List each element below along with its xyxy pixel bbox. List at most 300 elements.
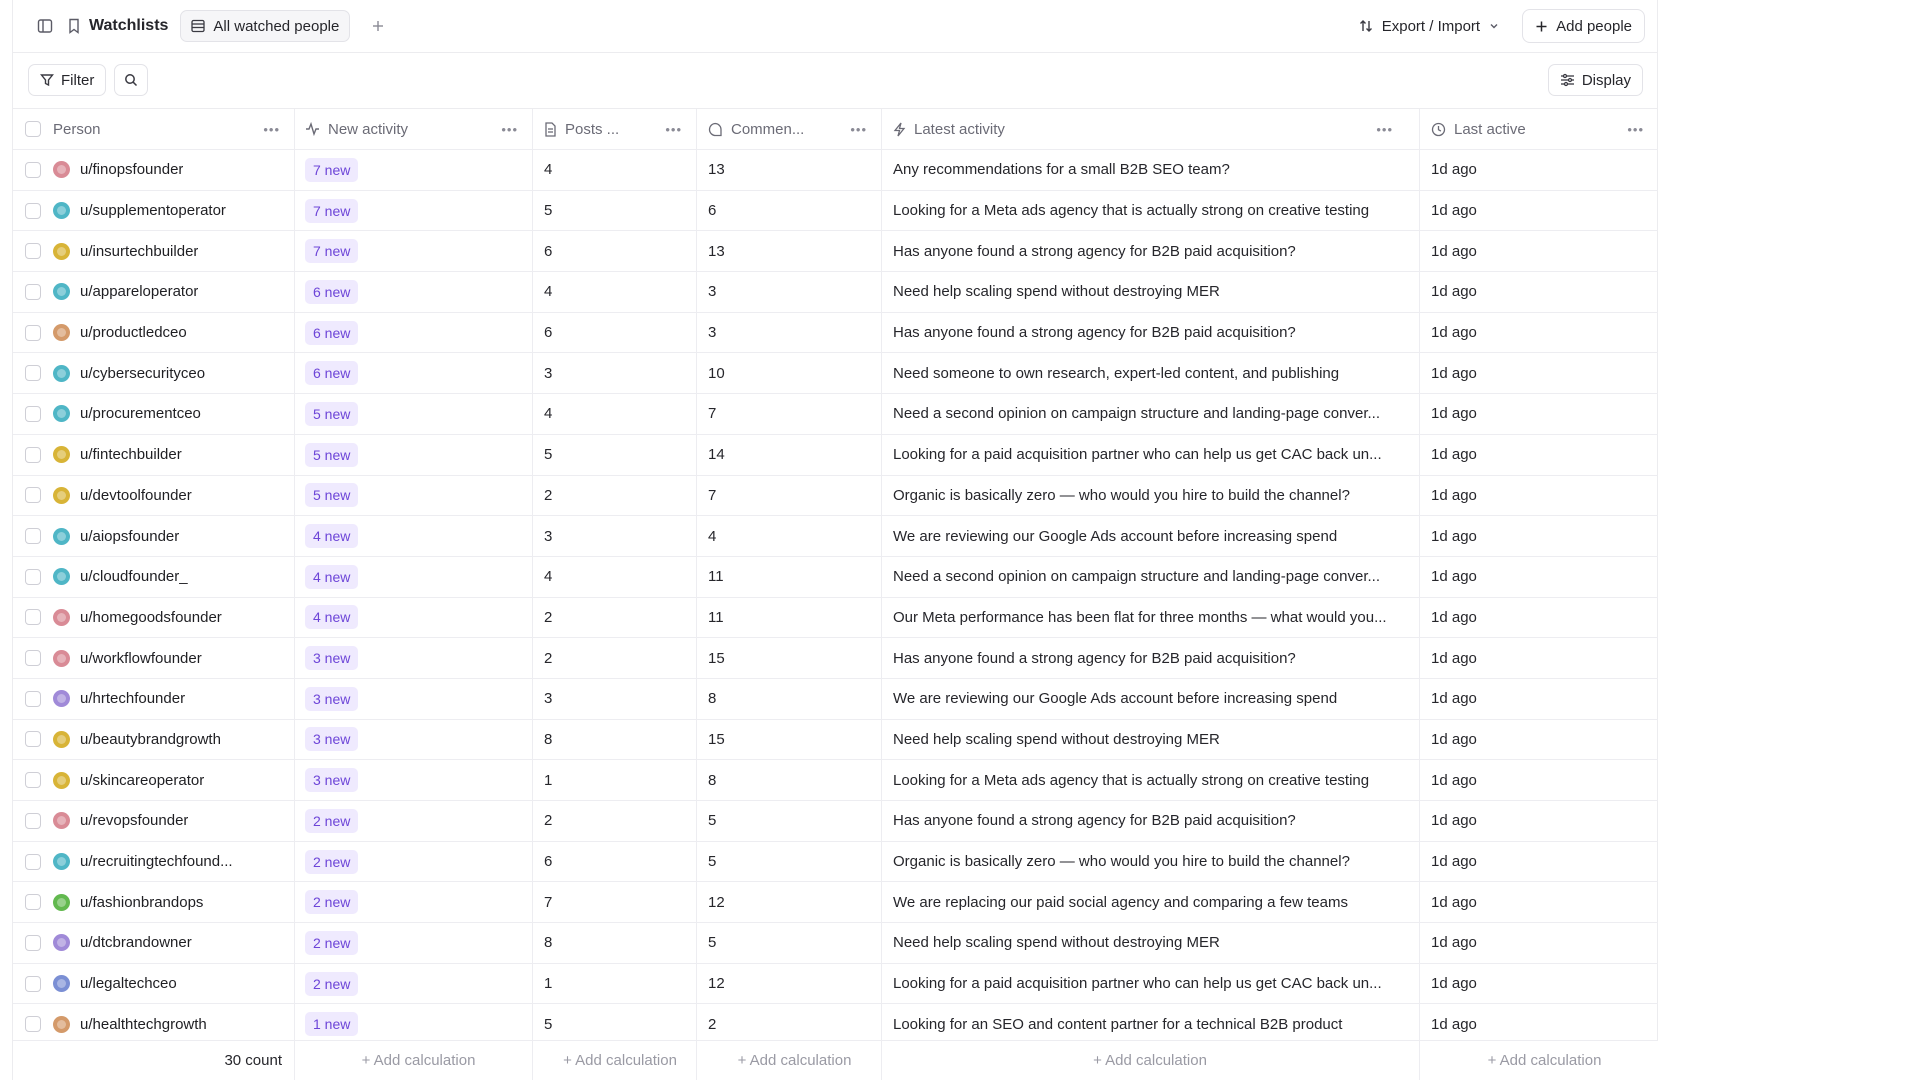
comments-cell: 13 xyxy=(697,231,882,271)
person-name[interactable]: u/skincareoperator xyxy=(80,771,205,789)
table-row[interactable] xyxy=(13,923,1658,964)
posts-cell: 7 xyxy=(533,882,697,922)
row-checkbox[interactable] xyxy=(25,935,41,951)
person-name[interactable]: u/fashionbrandops xyxy=(80,893,204,911)
latest-activity-cell[interactable] xyxy=(882,191,1420,231)
top-bar-right xyxy=(1350,9,1645,43)
last-active-cell: 1d ago xyxy=(1431,649,1477,667)
last-active-cell: 1d ago xyxy=(1431,446,1477,464)
row-checkbox[interactable] xyxy=(25,569,41,585)
person-cell[interactable] xyxy=(13,1004,295,1044)
posts-cell: 5 xyxy=(533,191,697,231)
table-row[interactable] xyxy=(13,313,1658,354)
table-row[interactable] xyxy=(13,353,1658,394)
comments-cell: 6 xyxy=(697,191,882,231)
column-posts[interactable] xyxy=(533,109,697,149)
latest-activity-text[interactable]: We are reviewing our Google Ads account before increasing spend xyxy=(893,690,1338,708)
sidebar-toggle-icon[interactable] xyxy=(31,12,59,40)
new-activity-cell xyxy=(295,516,533,556)
new-activity-cell xyxy=(295,801,533,841)
posts-cell: 3 xyxy=(533,679,697,719)
person-name[interactable]: u/devtoolfounder xyxy=(80,486,192,504)
latest-activity-text[interactable]: Need help scaling spend without destroying MER xyxy=(893,934,1220,952)
avatar xyxy=(53,975,70,992)
new-activity-cell xyxy=(295,842,533,882)
person-cell[interactable] xyxy=(13,720,295,760)
new-activity-badge: 5 new xyxy=(305,402,358,426)
new-activity-badge: 2 new xyxy=(305,850,358,874)
new-activity-cell xyxy=(295,598,533,638)
new-activity-cell xyxy=(295,882,533,922)
row-checkbox[interactable] xyxy=(25,894,41,910)
table-view-icon xyxy=(191,19,205,33)
latest-activity-cell[interactable] xyxy=(882,313,1420,353)
table-row[interactable] xyxy=(13,272,1658,313)
table-row[interactable] xyxy=(13,557,1658,598)
column-posts-label: Posts ... xyxy=(565,120,620,138)
add-calculation-button[interactable]: + Add calculation xyxy=(295,1041,533,1080)
avatar xyxy=(53,161,70,178)
latest-activity-cell[interactable] xyxy=(882,516,1420,556)
table-row[interactable] xyxy=(13,679,1658,720)
latest-activity-text[interactable]: Has anyone found a strong agency for B2B paid acquisition? xyxy=(893,324,1296,342)
person-cell[interactable] xyxy=(13,801,295,841)
column-new-activity[interactable] xyxy=(295,109,533,149)
table-row[interactable] xyxy=(13,964,1658,1005)
column-menu-icon[interactable]: ••• xyxy=(501,121,518,137)
new-activity-cell xyxy=(295,150,533,190)
breadcrumb-label: Watchlists xyxy=(89,17,169,34)
person-cell[interactable] xyxy=(13,882,295,922)
new-activity-cell xyxy=(295,394,533,434)
avatar xyxy=(53,487,70,504)
latest-activity-cell[interactable] xyxy=(882,842,1420,882)
bookmark-icon xyxy=(67,18,81,34)
posts-cell: 5 xyxy=(533,435,697,475)
comment-bubble-icon xyxy=(708,122,723,137)
new-activity-badge: 3 new xyxy=(305,768,358,792)
new-activity-cell xyxy=(295,1004,533,1044)
row-checkbox[interactable] xyxy=(25,406,41,422)
table-row[interactable] xyxy=(13,598,1658,639)
tab-all-watched-people[interactable] xyxy=(180,10,350,42)
latest-activity-cell[interactable] xyxy=(882,435,1420,475)
column-new-activity-header xyxy=(305,121,501,138)
row-checkbox[interactable] xyxy=(25,243,41,259)
person-name[interactable]: u/homegoodsfounder xyxy=(80,608,222,626)
comments-cell: 3 xyxy=(697,313,882,353)
person-name[interactable]: u/workflowfounder xyxy=(80,649,202,667)
new-activity-badge: 7 new xyxy=(305,199,358,223)
avatar xyxy=(53,853,70,870)
avatar xyxy=(53,772,70,789)
latest-activity-text[interactable]: We are replacing our paid social agency and comparing a few teams xyxy=(893,893,1348,911)
comments-cell: 12 xyxy=(697,882,882,922)
last-active-cell: 1d ago xyxy=(1431,364,1477,382)
latest-activity-text[interactable]: Has anyone found a strong agency for B2B paid acquisition? xyxy=(893,649,1296,667)
posts-cell: 8 xyxy=(533,720,697,760)
add-calculation-button[interactable]: + Add calculation xyxy=(1487,1052,1602,1069)
row-checkbox[interactable] xyxy=(25,284,41,300)
latest-activity-text[interactable]: Looking for a paid acquisition partner who can help us get CAC back un... xyxy=(893,446,1382,464)
comments-cell: 7 xyxy=(697,394,882,434)
avatar xyxy=(53,446,70,463)
posts-cell: 6 xyxy=(533,842,697,882)
new-activity-cell xyxy=(295,679,533,719)
person-cell[interactable] xyxy=(13,150,295,190)
posts-cell: 5 xyxy=(533,1004,697,1044)
person-name[interactable]: u/cybersecurityceo xyxy=(80,364,206,382)
person-name[interactable]: u/cloudfounder_ xyxy=(80,568,188,586)
add-calculation-button[interactable]: + Add calculation xyxy=(533,1041,697,1080)
latest-activity-text[interactable]: Organic is basically zero — who would you hire to build the channel? xyxy=(893,853,1350,871)
new-activity-cell xyxy=(295,923,533,963)
row-count: 30 count xyxy=(13,1041,295,1080)
comments-cell: 15 xyxy=(697,720,882,760)
avatar xyxy=(53,609,70,626)
person-name[interactable]: u/beautybrandgrowth xyxy=(80,730,221,748)
new-activity-cell xyxy=(295,557,533,597)
display-label: Display xyxy=(1581,71,1631,89)
row-checkbox[interactable] xyxy=(25,976,41,992)
person-cell[interactable] xyxy=(13,516,295,556)
table-row[interactable] xyxy=(13,516,1658,557)
person-name[interactable]: u/aiopsfounder xyxy=(80,527,180,545)
person-name[interactable]: u/supplementoperator xyxy=(80,202,226,220)
latest-activity-cell[interactable] xyxy=(882,801,1420,841)
person-name[interactable]: u/insurtechbuilder xyxy=(80,242,199,260)
comments-cell: 10 xyxy=(697,353,882,393)
new-activity-badge: 4 new xyxy=(305,524,358,548)
comments-cell: 5 xyxy=(697,923,882,963)
person-cell[interactable] xyxy=(13,923,295,963)
new-activity-cell xyxy=(295,638,533,678)
last-active-cell: 1d ago xyxy=(1431,608,1477,626)
last-active-cell: 1d ago xyxy=(1431,690,1477,708)
latest-activity-text[interactable]: Organic is basically zero — who would you hire to build the channel? xyxy=(893,486,1350,504)
person-cell[interactable] xyxy=(13,435,295,475)
column-new-activity-label: New activity xyxy=(328,120,409,138)
avatar xyxy=(53,568,70,585)
table-row[interactable] xyxy=(13,638,1658,679)
person-name[interactable]: u/recruitingtechfound... xyxy=(80,853,233,871)
comments-cell: 2 xyxy=(697,1004,882,1044)
person-cell[interactable] xyxy=(13,557,295,597)
avatar xyxy=(53,405,70,422)
latest-activity-text[interactable]: Looking for an SEO and content partner for a technical B2B product xyxy=(893,1015,1343,1033)
posts-cell: 1 xyxy=(533,964,697,1004)
posts-cell: 4 xyxy=(533,272,697,312)
person-cell[interactable] xyxy=(13,191,295,231)
latest-activity-cell[interactable] xyxy=(882,353,1420,393)
person-name[interactable]: u/legaltechceo xyxy=(80,975,177,993)
latest-activity-text[interactable]: Need someone to own research, expert-led content, and publishing xyxy=(893,364,1340,382)
comments-cell: 5 xyxy=(697,801,882,841)
last-active-cell: 1d ago xyxy=(1431,324,1477,342)
last-active-cell: 1d ago xyxy=(1431,242,1477,260)
table-row[interactable] xyxy=(13,231,1658,272)
sort-arrows-icon xyxy=(1358,18,1374,34)
latest-activity-cell[interactable] xyxy=(882,964,1420,1004)
posts-cell: 6 xyxy=(533,231,697,271)
person-cell[interactable] xyxy=(13,679,295,719)
last-active-cell: 1d ago xyxy=(1431,486,1477,504)
avatar xyxy=(53,243,70,260)
row-checkbox[interactable] xyxy=(25,528,41,544)
latest-activity-text[interactable]: Looking for a Meta ads agency that is actually strong on creative testing xyxy=(893,771,1370,789)
comments-cell: 8 xyxy=(697,760,882,800)
new-activity-badge: 2 new xyxy=(305,972,358,996)
person-name[interactable]: u/appareloperator xyxy=(80,283,199,301)
posts-cell: 2 xyxy=(533,638,697,678)
row-checkbox[interactable] xyxy=(25,650,41,666)
person-name[interactable]: u/revopsfounder xyxy=(80,812,189,830)
person-cell[interactable] xyxy=(13,842,295,882)
column-last-active-label: Last active xyxy=(1454,120,1526,138)
latest-activity-text[interactable]: Our Meta performance has been flat for three months — what would you... xyxy=(893,608,1387,626)
table-row[interactable] xyxy=(13,882,1658,923)
column-person-label: Person xyxy=(53,120,101,138)
filter-icon xyxy=(40,73,54,87)
latest-activity-cell[interactable] xyxy=(882,679,1420,719)
new-activity-badge: 1 new xyxy=(305,1012,358,1036)
breadcrumb[interactable] xyxy=(63,17,176,35)
latest-activity-cell[interactable] xyxy=(882,760,1420,800)
latest-activity-text[interactable]: Looking for a Meta ads agency that is actually strong on creative testing xyxy=(893,202,1370,220)
column-menu-icon[interactable]: ••• xyxy=(263,121,280,137)
table-body xyxy=(13,150,1658,1045)
row-checkbox[interactable] xyxy=(25,609,41,625)
person-name[interactable]: u/finopsfounder xyxy=(80,161,184,179)
last-active-cell: 1d ago xyxy=(1431,730,1477,748)
document-icon xyxy=(544,122,557,137)
filter-bar xyxy=(13,53,1657,107)
row-checkbox[interactable] xyxy=(25,447,41,463)
latest-activity-cell[interactable] xyxy=(882,557,1420,597)
row-checkbox[interactable] xyxy=(25,162,41,178)
new-activity-badge: 6 new xyxy=(305,321,358,345)
table-row[interactable] xyxy=(13,150,1658,191)
column-person[interactable] xyxy=(13,109,295,149)
person-cell[interactable] xyxy=(13,313,295,353)
last-active-cell: 1d ago xyxy=(1431,202,1477,220)
avatar xyxy=(53,324,70,341)
posts-cell: 6 xyxy=(533,313,697,353)
person-name[interactable]: u/hrtechfounder xyxy=(80,690,186,708)
row-checkbox[interactable] xyxy=(25,772,41,788)
column-comments[interactable] xyxy=(697,109,882,149)
tab-label: All watched people xyxy=(213,17,340,35)
table-row[interactable] xyxy=(13,476,1658,517)
row-checkbox[interactable] xyxy=(25,854,41,870)
add-calculation-button[interactable]: + Add calculation xyxy=(697,1041,882,1080)
row-checkbox[interactable] xyxy=(25,1016,41,1032)
person-cell[interactable] xyxy=(13,353,295,393)
new-activity-cell xyxy=(295,191,533,231)
latest-activity-cell[interactable] xyxy=(882,720,1420,760)
new-activity-badge: 2 new xyxy=(305,890,358,914)
comments-cell: 3 xyxy=(697,272,882,312)
column-menu-icon[interactable]: ••• xyxy=(1627,121,1644,137)
select-all-checkbox[interactable] xyxy=(25,121,41,137)
last-active-cell: 1d ago xyxy=(1431,812,1477,830)
new-activity-badge: 3 new xyxy=(305,646,358,670)
comments-cell: 14 xyxy=(697,435,882,475)
person-name[interactable]: u/healthtechgrowth xyxy=(80,1015,207,1033)
export-import-button[interactable] xyxy=(1350,9,1508,43)
person-cell[interactable] xyxy=(13,638,295,678)
latest-activity-text[interactable]: Need a second opinion on campaign structure and landing-page conver... xyxy=(893,405,1380,423)
person-cell[interactable] xyxy=(13,760,295,800)
new-activity-badge: 4 new xyxy=(305,605,358,629)
posts-cell: 2 xyxy=(533,801,697,841)
comments-cell: 8 xyxy=(697,679,882,719)
latest-activity-text[interactable]: We are reviewing our Google Ads account before increasing spend xyxy=(893,527,1338,545)
last-active-cell: 1d ago xyxy=(1431,1015,1477,1033)
person-name[interactable]: u/productledceo xyxy=(80,324,187,342)
clock-icon xyxy=(1431,122,1446,137)
latest-activity-text[interactable]: Has anyone found a strong agency for B2B paid acquisition? xyxy=(893,242,1296,260)
last-active-cell: 1d ago xyxy=(1431,283,1477,301)
person-cell[interactable] xyxy=(13,964,295,1004)
latest-activity-cell[interactable] xyxy=(882,231,1420,271)
new-activity-badge: 5 new xyxy=(305,483,358,507)
avatar xyxy=(53,812,70,829)
person-name[interactable]: u/procurementceo xyxy=(80,405,201,423)
posts-cell: 4 xyxy=(533,150,697,190)
last-active-cell: 1d ago xyxy=(1431,771,1477,789)
latest-activity-text[interactable]: Need a second opinion on campaign structure and landing-page conver... xyxy=(893,568,1380,586)
new-activity-badge: 6 new xyxy=(305,361,358,385)
new-activity-badge: 2 new xyxy=(305,931,358,955)
person-cell[interactable] xyxy=(13,598,295,638)
last-active-cell: 1d ago xyxy=(1431,853,1477,871)
row-checkbox[interactable] xyxy=(25,487,41,503)
new-activity-cell xyxy=(295,435,533,475)
people-table xyxy=(13,108,1658,1045)
latest-activity-cell[interactable] xyxy=(882,1004,1420,1044)
latest-activity-text[interactable]: Need help scaling spend without destroying MER xyxy=(893,283,1220,301)
activity-pulse-icon xyxy=(305,122,320,136)
table-row[interactable] xyxy=(13,394,1658,435)
avatar xyxy=(53,894,70,911)
add-view-button[interactable] xyxy=(364,12,392,40)
latest-activity-cell[interactable] xyxy=(882,882,1420,922)
column-latest-activity-header xyxy=(893,121,1376,138)
column-comments-label: Commen... xyxy=(731,120,805,138)
person-cell[interactable] xyxy=(13,272,295,312)
avatar xyxy=(53,934,70,951)
latest-activity-text[interactable]: Looking for a paid acquisition partner who can help us get CAC back un... xyxy=(893,975,1382,993)
new-activity-badge: 4 new xyxy=(305,565,358,589)
last-active-cell: 1d ago xyxy=(1431,161,1477,179)
last-active-cell: 1d ago xyxy=(1431,568,1477,586)
column-latest-activity-label: Latest activity xyxy=(914,120,1005,138)
posts-cell: 2 xyxy=(533,476,697,516)
latest-activity-cell[interactable] xyxy=(882,272,1420,312)
person-cell[interactable] xyxy=(13,231,295,271)
row-checkbox[interactable] xyxy=(25,365,41,381)
person-name[interactable]: u/fintechbuilder xyxy=(80,446,182,464)
table-row[interactable] xyxy=(13,801,1658,842)
latest-activity-cell[interactable] xyxy=(882,598,1420,638)
posts-cell: 3 xyxy=(533,353,697,393)
add-people-button[interactable] xyxy=(1522,9,1645,43)
column-latest-activity[interactable] xyxy=(882,109,1420,149)
new-activity-cell xyxy=(295,231,533,271)
new-activity-cell xyxy=(295,964,533,1004)
new-activity-badge: 5 new xyxy=(305,443,358,467)
avatar xyxy=(53,365,70,382)
search-button[interactable] xyxy=(114,64,148,96)
posts-cell: 8 xyxy=(533,923,697,963)
table-row[interactable] xyxy=(13,760,1658,801)
table-row[interactable] xyxy=(13,720,1658,761)
column-posts-header xyxy=(544,121,665,138)
avatar xyxy=(53,1016,70,1033)
table-row[interactable] xyxy=(13,191,1658,232)
table-row[interactable] xyxy=(13,435,1658,476)
column-last-active[interactable] xyxy=(1420,109,1658,149)
latest-activity-text[interactable]: Any recommendations for a small B2B SEO team? xyxy=(893,161,1230,179)
add-people-label: Add people xyxy=(1556,17,1632,35)
latest-activity-text[interactable]: Need help scaling spend without destroying MER xyxy=(893,730,1220,748)
column-menu-icon[interactable]: ••• xyxy=(850,121,867,137)
latest-activity-cell[interactable] xyxy=(882,638,1420,678)
last-active-cell: 1d ago xyxy=(1431,934,1477,952)
latest-activity-cell[interactable] xyxy=(882,394,1420,434)
plus-icon xyxy=(1535,20,1548,33)
last-active-cell: 1d ago xyxy=(1431,527,1477,545)
column-comments-header xyxy=(708,121,850,138)
column-menu-icon[interactable]: ••• xyxy=(1376,121,1393,137)
new-activity-badge: 7 new xyxy=(305,239,358,263)
person-name[interactable]: u/dtcbrandowner xyxy=(80,934,192,952)
latest-activity-cell[interactable] xyxy=(882,923,1420,963)
avatar xyxy=(53,650,70,667)
export-import-label: Export / Import xyxy=(1381,17,1481,35)
row-checkbox[interactable] xyxy=(25,203,41,219)
table-row[interactable] xyxy=(13,842,1658,883)
last-active-cell: 1d ago xyxy=(1431,893,1477,911)
new-activity-cell xyxy=(295,720,533,760)
row-checkbox[interactable] xyxy=(25,813,41,829)
row-checkbox[interactable] xyxy=(25,691,41,707)
filter-button[interactable] xyxy=(28,64,106,96)
new-activity-cell xyxy=(295,272,533,312)
search-icon xyxy=(124,73,138,87)
person-cell[interactable] xyxy=(13,476,295,516)
display-button[interactable] xyxy=(1548,64,1643,96)
add-calculation-button[interactable]: + Add calculation xyxy=(882,1041,1420,1080)
person-cell[interactable] xyxy=(13,394,295,434)
last-active-cell: 1d ago xyxy=(1431,975,1477,993)
main-panel xyxy=(12,0,1658,1080)
latest-activity-cell[interactable] xyxy=(882,150,1420,190)
column-menu-icon[interactable]: ••• xyxy=(665,121,682,137)
row-checkbox[interactable] xyxy=(25,325,41,341)
chevron-down-icon xyxy=(1488,20,1500,32)
filter-label: Filter xyxy=(61,71,95,89)
latest-activity-text[interactable]: Has anyone found a strong agency for B2B paid acquisition? xyxy=(893,812,1296,830)
top-bar-left xyxy=(31,10,392,42)
posts-cell: 4 xyxy=(533,557,697,597)
row-checkbox[interactable] xyxy=(25,731,41,747)
comments-cell: 13 xyxy=(697,150,882,190)
latest-activity-cell[interactable] xyxy=(882,476,1420,516)
sliders-icon xyxy=(1560,73,1575,87)
new-activity-badge: 3 new xyxy=(305,727,358,751)
